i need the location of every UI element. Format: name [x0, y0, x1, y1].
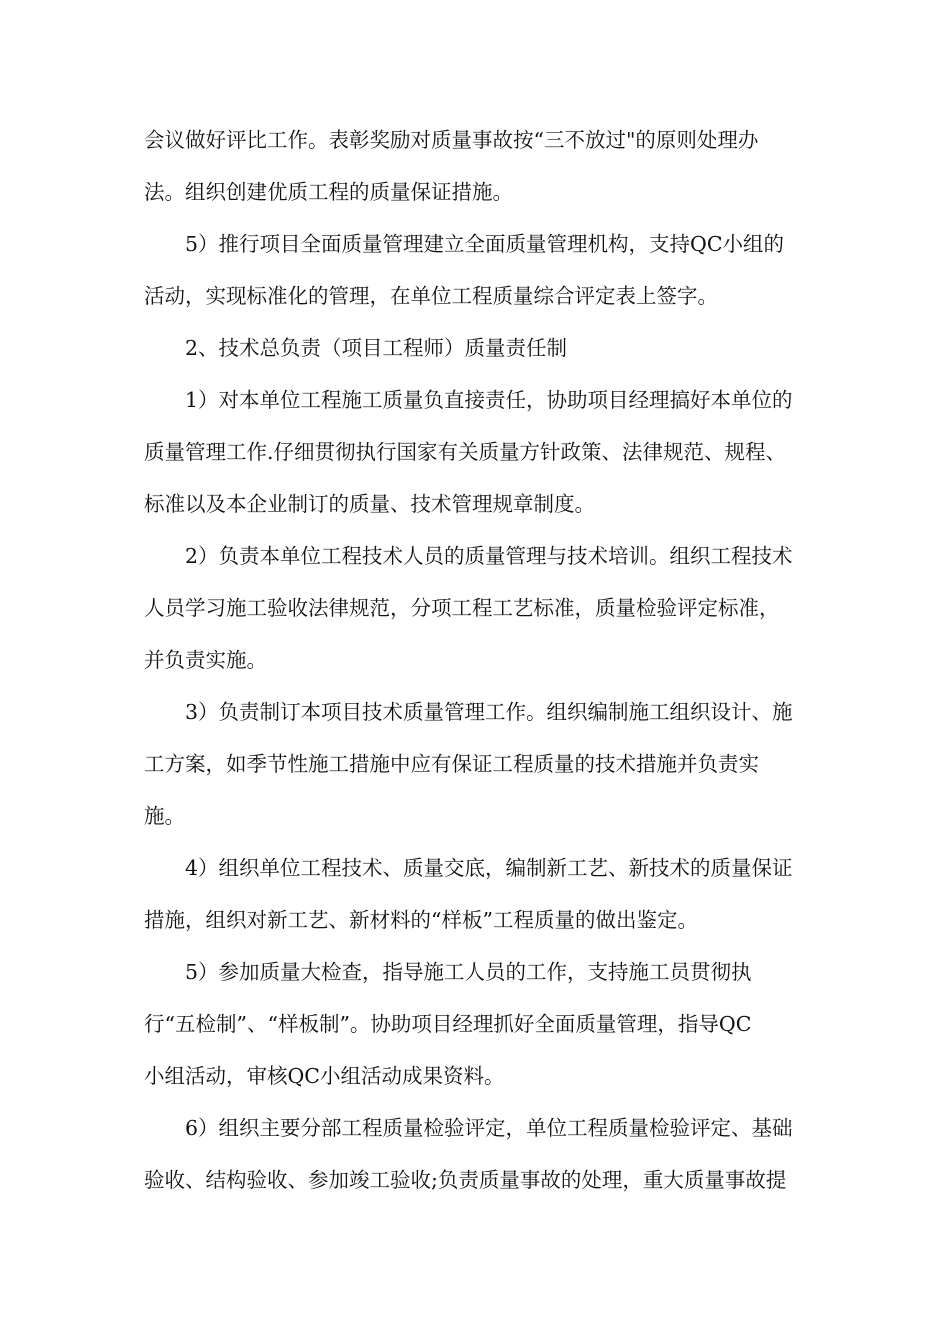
text-line: 6）组织主要分部工程质量检验评定，单位工程质量检验评定、基础 — [185, 1116, 793, 1140]
text-line: 行“五检制”、“样板制”。协助项目经理抓好全面质量管理，指导QC — [144, 1012, 752, 1036]
text-line: 4）组织单位工程技术、质量交底，编制新工艺、新技术的质量保证 — [185, 856, 793, 880]
text-line: 法。组织创建优质工程的质量保证措施。 — [144, 180, 513, 204]
text-line: 人员学习施工验收法律规范，分项工程工艺标准，质量检验评定标准， — [144, 596, 780, 620]
text-line: 1）对本单位工程施工质量负直接责任，协助项目经理搞好本单位的 — [185, 388, 793, 412]
text-line: 3）负责制订本项目技术质量管理工作。组织编制施工组织设计、施 — [185, 700, 793, 724]
text-line: 并负责实施。 — [144, 648, 267, 672]
text-line: 施。 — [144, 804, 185, 828]
text-line: 5）推行项目全面质量管理建立全面质量管理机构，支持QC小组的 — [185, 232, 785, 256]
document-body — [144, 123, 824, 1215]
text-line: 小组活动，审核QC小组活动成果资料。 — [144, 1064, 505, 1088]
text-line: 质量管理工作.仔细贯彻执行国家有关质量方针政策、法律规范、规程、 — [144, 440, 787, 464]
text-line: 标准以及本企业制订的质量、技术管理规章制度。 — [144, 492, 595, 516]
text-line: 5）参加质量大检查，指导施工人员的工作，支持施工员贯彻执 — [185, 960, 752, 984]
text-line: 会议做好评比工作。表彰奖励对质量事故按“三不放过"的原则处理办 — [144, 128, 759, 152]
text-line: 活动，实现标准化的管理，在单位工程质量综合评定表上签字。 — [144, 284, 718, 308]
text-line: 2）负责本单位工程技术人员的质量管理与技术培训。组织工程技术 — [185, 544, 793, 568]
text-line: 验收、结构验收、参加竣工验收;负责质量事故的处理，重大质量事故提 — [144, 1168, 787, 1192]
text-line: 2、技术总负责（项目工程师）质量责任制 — [185, 336, 568, 360]
text-line: 工方案，如季节性施工措施中应有保证工程质量的技术措施并负责实 — [144, 752, 759, 776]
text-line: 措施，组织对新工艺、新材料的“样板”工程质量的做出鉴定。 — [144, 908, 698, 932]
